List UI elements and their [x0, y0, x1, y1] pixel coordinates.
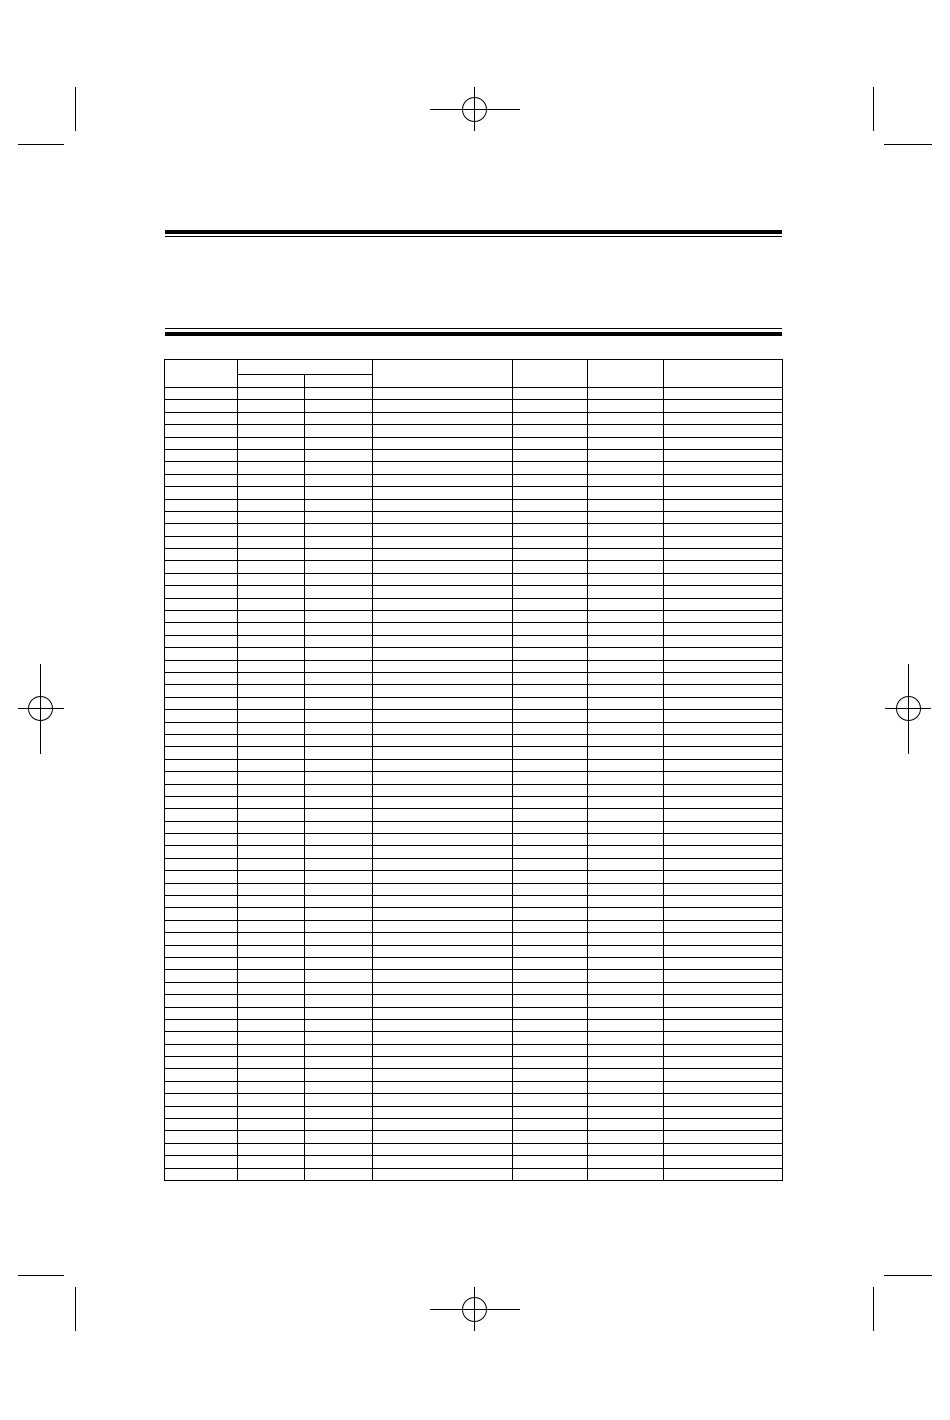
table-row-line	[165, 573, 782, 574]
table-row-line	[165, 461, 782, 462]
blank-record-table	[164, 359, 783, 1181]
table-row-line	[165, 907, 782, 908]
header-rule-top-thin	[165, 236, 782, 237]
column-header-cell	[587, 360, 663, 387]
table-row-line	[165, 585, 782, 586]
table-row-line	[165, 1143, 782, 1144]
table-row-line	[165, 784, 782, 785]
table-row-line	[165, 697, 782, 698]
column-divider	[512, 360, 513, 1180]
table-row-line	[165, 1007, 782, 1008]
column-divider	[663, 360, 664, 1180]
table-row-line	[165, 1093, 782, 1094]
header-rule-bottom-thick	[165, 332, 782, 336]
table-row-line	[165, 635, 782, 636]
table-row-line	[165, 499, 782, 500]
table-row-line	[165, 932, 782, 933]
table-row-line	[165, 821, 782, 822]
table-row-line	[165, 672, 782, 673]
column-header-cell	[663, 360, 782, 387]
table-row-line	[165, 845, 782, 846]
table-row-line	[165, 808, 782, 809]
column-divider	[587, 360, 588, 1180]
table-row-line	[165, 945, 782, 946]
table-row-line	[165, 412, 782, 413]
column-header-cell	[237, 360, 372, 374]
header-bottom-line	[165, 387, 782, 388]
table-row-line	[165, 424, 782, 425]
table-row-line	[165, 399, 782, 400]
table-row-line	[165, 449, 782, 450]
crop-mark-bottom-right-horizontal	[884, 1275, 932, 1276]
registration-circle	[462, 97, 487, 122]
column-header-cell	[372, 360, 512, 387]
table-row-line	[165, 647, 782, 648]
registration-circle	[462, 1297, 487, 1322]
registration-circle	[896, 696, 921, 721]
column-header-cell	[512, 360, 587, 387]
table-row-line	[165, 746, 782, 747]
table-row-line	[165, 709, 782, 710]
table-row-line	[165, 548, 782, 549]
table-row-line	[165, 660, 782, 661]
crop-mark-top-right-vertical	[873, 87, 874, 131]
registration-circle	[28, 696, 53, 721]
table-row-line	[165, 796, 782, 797]
table-row-line	[165, 1118, 782, 1119]
table-row-line	[165, 957, 782, 958]
table-row-line	[165, 833, 782, 834]
crop-mark-bottom-left-vertical	[75, 1287, 76, 1331]
table-row-line	[165, 1068, 782, 1069]
table-row-line	[165, 1130, 782, 1131]
table-row-line	[165, 1044, 782, 1045]
table-row-line	[165, 858, 782, 859]
table-row-line	[165, 474, 782, 475]
table-row-line	[165, 759, 782, 760]
table-row-line	[165, 437, 782, 438]
table-row-line	[165, 1106, 782, 1107]
table-row-line	[165, 771, 782, 772]
table-row-line	[165, 883, 782, 884]
crop-mark-bottom-right-vertical	[873, 1287, 874, 1331]
table-row-line	[165, 734, 782, 735]
table-row-line	[165, 598, 782, 599]
column-header-cell	[165, 360, 237, 387]
header-rule-top-thick	[165, 230, 782, 234]
table-row-line	[165, 722, 782, 723]
table-row-line	[165, 1031, 782, 1032]
header-rule-bottom-thin	[165, 328, 782, 329]
crop-mark-top-left-horizontal	[18, 144, 64, 145]
header-subtitle	[165, 285, 782, 305]
table-row-line	[165, 969, 782, 970]
table-row-line	[165, 870, 782, 871]
table-row-line	[165, 622, 782, 623]
header-title	[165, 250, 782, 274]
table-row-line	[165, 1168, 782, 1169]
table-row-line	[165, 511, 782, 512]
table-row-line	[165, 1056, 782, 1057]
column-divider	[237, 360, 238, 1180]
table-row-line	[165, 1155, 782, 1156]
table-row-line	[165, 1019, 782, 1020]
column-divider	[372, 360, 373, 1180]
table-row-line	[165, 920, 782, 921]
column-divider	[304, 374, 305, 1180]
table-row-line	[165, 536, 782, 537]
table-row-line	[165, 486, 782, 487]
table-row-line	[165, 895, 782, 896]
crop-mark-bottom-left-horizontal	[18, 1275, 64, 1276]
table-row-line	[165, 684, 782, 685]
table-row-line	[165, 610, 782, 611]
crop-mark-top-left-vertical	[75, 87, 76, 131]
table-row-line	[165, 982, 782, 983]
table-row-line	[165, 1081, 782, 1082]
table-row-line	[165, 560, 782, 561]
crop-mark-top-right-horizontal	[884, 144, 932, 145]
table-row-line	[165, 994, 782, 995]
group-header-divider	[237, 374, 372, 375]
table-row-line	[165, 523, 782, 524]
